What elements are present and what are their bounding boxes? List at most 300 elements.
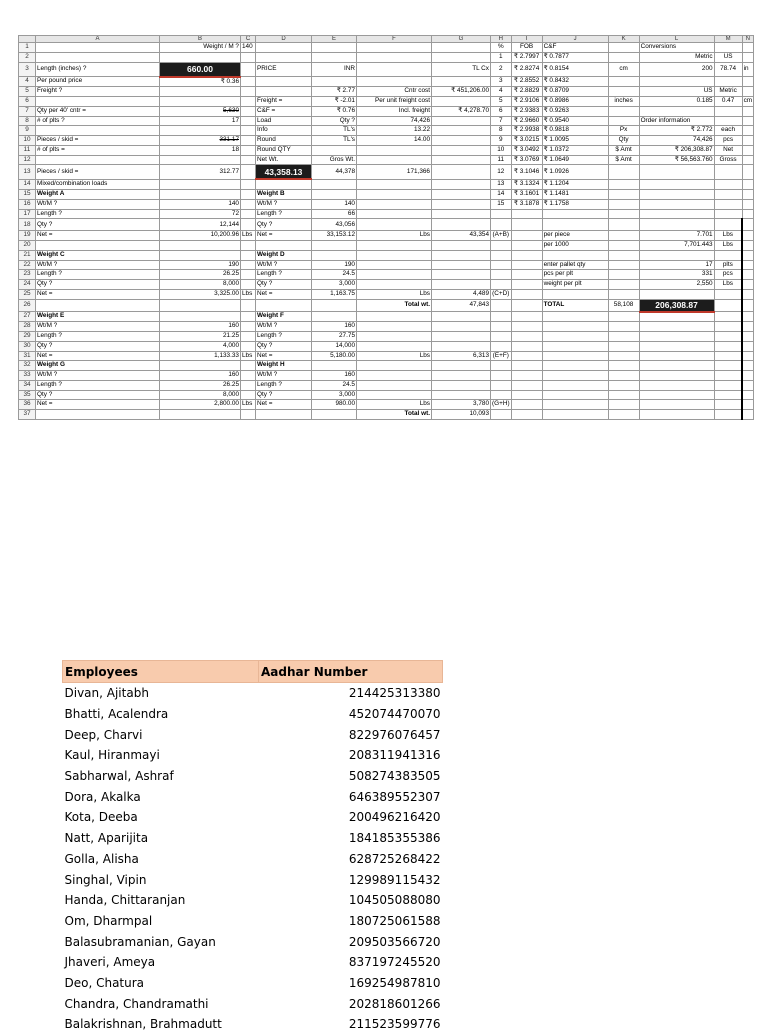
cell-k15[interactable]: [608, 190, 639, 200]
cell-b26[interactable]: [160, 299, 241, 312]
cell-h14[interactable]: 13: [491, 179, 512, 189]
row-header-4[interactable]: 4: [19, 77, 36, 87]
cell-h7[interactable]: 6: [491, 106, 512, 116]
cell-h35[interactable]: [491, 390, 512, 400]
column-header-l[interactable]: L: [639, 36, 714, 43]
cell-k4[interactable]: [608, 77, 639, 87]
row-header-29[interactable]: 29: [19, 332, 36, 342]
cell-b10[interactable]: 331.17: [160, 136, 241, 146]
cell-i7[interactable]: ₹ 2.9383: [511, 106, 542, 116]
cell-b6[interactable]: [160, 97, 241, 107]
cell-b18[interactable]: 12,144: [160, 219, 241, 231]
cell-e23[interactable]: 24.5: [312, 270, 357, 280]
row-header-17[interactable]: 17: [19, 209, 36, 219]
cell-b23[interactable]: 26.25: [160, 270, 241, 280]
cell-b7[interactable]: 5,630: [160, 106, 241, 116]
cell-i28[interactable]: [511, 322, 542, 332]
cell-b9[interactable]: [160, 126, 241, 136]
cell-g25[interactable]: 4,489: [432, 289, 491, 299]
cell-h30[interactable]: [491, 341, 512, 351]
cell-m21[interactable]: [714, 250, 742, 260]
cell-h8[interactable]: 7: [491, 116, 512, 126]
cell-c17[interactable]: [241, 209, 256, 219]
cell-e15[interactable]: [312, 190, 357, 200]
cell-j6[interactable]: ₹ 0.8986: [542, 97, 608, 107]
column-header-d[interactable]: D: [256, 36, 312, 43]
cell-j10[interactable]: ₹ 1.0095: [542, 136, 608, 146]
cell-n23[interactable]: [742, 270, 754, 280]
cell-c13[interactable]: [241, 165, 256, 180]
cell-k19[interactable]: [608, 231, 639, 241]
cell-g12[interactable]: [432, 155, 491, 165]
cell-c1[interactable]: 140: [241, 43, 256, 53]
cell-j12[interactable]: ₹ 1.0649: [542, 155, 608, 165]
cell-b20[interactable]: [160, 241, 241, 251]
cell-i20[interactable]: [511, 241, 542, 251]
cell-e9[interactable]: TL's: [312, 126, 357, 136]
cell-f3[interactable]: [357, 62, 432, 77]
cell-l5[interactable]: US: [639, 87, 714, 97]
cell-g18[interactable]: [432, 219, 491, 231]
cell-c14[interactable]: [241, 179, 256, 189]
aadhar-number[interactable]: 208311941316: [348, 748, 441, 763]
cell-e17[interactable]: 66: [312, 209, 357, 219]
cell-i22[interactable]: [511, 260, 542, 270]
cell-h28[interactable]: [491, 322, 512, 332]
row-header-20[interactable]: 20: [19, 241, 36, 251]
cell-n33[interactable]: [742, 371, 754, 381]
cell-g6[interactable]: [432, 97, 491, 107]
cell-f24[interactable]: [357, 280, 432, 290]
cell-b27[interactable]: [160, 312, 241, 322]
cell-d11[interactable]: Round QTY: [256, 145, 312, 155]
cell-d23[interactable]: Length ?: [256, 270, 312, 280]
cell-f21[interactable]: [357, 250, 432, 260]
cell-g2[interactable]: [432, 52, 491, 62]
cell-a5[interactable]: Freight ?: [36, 87, 160, 97]
cell-h24[interactable]: [491, 280, 512, 290]
cell-i37[interactable]: [511, 410, 542, 420]
row-header-27[interactable]: 27: [19, 312, 36, 322]
cell-k3[interactable]: cm: [608, 62, 639, 77]
cell-d25[interactable]: Net =: [256, 289, 312, 299]
row-header-1[interactable]: 1: [19, 43, 36, 53]
cell-j27[interactable]: [542, 312, 608, 322]
cell-n26[interactable]: [742, 299, 754, 312]
cell-i19[interactable]: [511, 231, 542, 241]
row-header-18[interactable]: 18: [19, 219, 36, 231]
cell-c3[interactable]: [241, 62, 256, 77]
cell-j32[interactable]: [542, 361, 608, 371]
cell-m30[interactable]: [714, 341, 742, 351]
column-header-f[interactable]: F: [357, 36, 432, 43]
cell-c31[interactable]: Lbs: [241, 351, 256, 361]
cell-j17[interactable]: [542, 209, 608, 219]
cell-i9[interactable]: ₹ 2.9938: [511, 126, 542, 136]
cell-n19[interactable]: [742, 231, 754, 241]
cell-g3[interactable]: TL Cx: [432, 62, 491, 77]
employee-name[interactable]: Golla, Alisha: [64, 851, 139, 866]
cell-b12[interactable]: [160, 155, 241, 165]
row-header-2[interactable]: 2: [19, 52, 36, 62]
cell-n16[interactable]: [742, 199, 754, 209]
cell-a12[interactable]: [36, 155, 160, 165]
row-header-12[interactable]: 12: [19, 155, 36, 165]
cell-i11[interactable]: ₹ 3.0492: [511, 145, 542, 155]
cell-f7[interactable]: Incl. freight: [357, 106, 432, 116]
cell-k11[interactable]: $ Amt: [608, 145, 639, 155]
cell-d33[interactable]: Wt/M ?: [256, 371, 312, 381]
cell-e31[interactable]: 5,180.00: [312, 351, 357, 361]
cell-g21[interactable]: [432, 250, 491, 260]
cell-h13[interactable]: 12: [491, 165, 512, 180]
cell-i26[interactable]: [511, 299, 542, 312]
row-header-15[interactable]: 15: [19, 190, 36, 200]
row-header-37[interactable]: 37: [19, 410, 36, 420]
cell-k37[interactable]: [608, 410, 639, 420]
cell-i17[interactable]: [511, 209, 542, 219]
cell-l14[interactable]: [639, 179, 714, 189]
cell-a28[interactable]: Wt/M ?: [36, 322, 160, 332]
cell-l4[interactable]: [639, 77, 714, 87]
cell-n21[interactable]: [742, 250, 754, 260]
cell-g26[interactable]: 47,843: [432, 299, 491, 312]
cell-j22[interactable]: enter pallet qty: [542, 260, 608, 270]
cell-i13[interactable]: ₹ 3.1046: [511, 165, 542, 180]
cell-m26[interactable]: [714, 299, 742, 312]
cell-a37[interactable]: [36, 410, 160, 420]
cell-g23[interactable]: [432, 270, 491, 280]
cell-d17[interactable]: Length ?: [256, 209, 312, 219]
cell-n34[interactable]: [742, 380, 754, 390]
cell-e34[interactable]: 24.5: [312, 380, 357, 390]
cell-d12[interactable]: Net Wt.: [256, 155, 312, 165]
cell-b33[interactable]: 160: [160, 371, 241, 381]
cell-j5[interactable]: ₹ 0.8709: [542, 87, 608, 97]
cell-e35[interactable]: 3,000: [312, 390, 357, 400]
cell-l37[interactable]: [639, 410, 714, 420]
employee-name[interactable]: Deo, Chatura: [64, 975, 145, 990]
cell-e27[interactable]: [312, 312, 357, 322]
cell-d24[interactable]: Qty ?: [256, 280, 312, 290]
cell-g29[interactable]: [432, 332, 491, 342]
cell-n37[interactable]: [742, 410, 754, 420]
cell-n32[interactable]: [742, 361, 754, 371]
cell-j3[interactable]: ₹ 0.8154: [542, 62, 608, 77]
cell-n35[interactable]: [742, 390, 754, 400]
cell-g31[interactable]: 6,313: [432, 351, 491, 361]
cell-c12[interactable]: [241, 155, 256, 165]
cell-b28[interactable]: 160: [160, 322, 241, 332]
cell-n27[interactable]: [742, 312, 754, 322]
cell-e28[interactable]: 160: [312, 322, 357, 332]
cell-g37[interactable]: 10,093: [432, 410, 491, 420]
cell-k20[interactable]: [608, 241, 639, 251]
cell-k22[interactable]: [608, 260, 639, 270]
row-header-10[interactable]: 10: [19, 136, 36, 146]
cell-n1[interactable]: [742, 43, 754, 53]
cell-g5[interactable]: ₹ 451,206.00: [432, 87, 491, 97]
cell-h37[interactable]: [491, 410, 512, 420]
cell-k36[interactable]: [608, 400, 639, 410]
cell-d14[interactable]: [256, 179, 312, 189]
cell-l13[interactable]: [639, 165, 714, 180]
cell-j25[interactable]: [542, 289, 608, 299]
cell-e20[interactable]: [312, 241, 357, 251]
cell-f32[interactable]: [357, 361, 432, 371]
cell-d10[interactable]: Round: [256, 136, 312, 146]
cell-j23[interactable]: pcs per plt: [542, 270, 608, 280]
employee-name[interactable]: Dora, Akalka: [64, 789, 141, 804]
employee-name[interactable]: Divan, Ajitabh: [64, 686, 149, 701]
cell-f18[interactable]: [357, 219, 432, 231]
cell-h33[interactable]: [491, 371, 512, 381]
cell-k7[interactable]: [608, 106, 639, 116]
cell-j1[interactable]: C&F: [542, 43, 608, 53]
cell-i23[interactable]: [511, 270, 542, 280]
cell-e25[interactable]: 1,163.75: [312, 289, 357, 299]
employee-name[interactable]: Natt, Aparijita: [64, 831, 149, 846]
cell-k35[interactable]: [608, 390, 639, 400]
cell-b35[interactable]: 8,000: [160, 390, 241, 400]
cell-a13[interactable]: Pieces / skid =: [36, 165, 160, 180]
cell-m11[interactable]: Net: [714, 145, 742, 155]
column-header-i[interactable]: I: [511, 36, 542, 43]
column-header-n[interactable]: N: [742, 36, 754, 43]
cell-d27[interactable]: Weight F: [256, 312, 312, 322]
cell-b32[interactable]: [160, 361, 241, 371]
cell-f23[interactable]: [357, 270, 432, 280]
cell-c6[interactable]: [241, 97, 256, 107]
employee-name[interactable]: Sabharwal, Ashraf: [64, 769, 174, 784]
cell-j37[interactable]: [542, 410, 608, 420]
cell-j2[interactable]: ₹ 0.7877: [542, 52, 608, 62]
cell-e32[interactable]: [312, 361, 357, 371]
cell-k28[interactable]: [608, 322, 639, 332]
cell-e18[interactable]: 43,056: [312, 219, 357, 231]
cell-j29[interactable]: [542, 332, 608, 342]
row-header-9[interactable]: 9: [19, 126, 36, 136]
cell-l30[interactable]: [639, 341, 714, 351]
select-all-corner[interactable]: [19, 36, 36, 43]
cell-m6[interactable]: 0.47: [714, 97, 742, 107]
cell-h2[interactable]: 1: [491, 52, 512, 62]
cell-g27[interactable]: [432, 312, 491, 322]
cell-g17[interactable]: [432, 209, 491, 219]
cell-a23[interactable]: Length ?: [36, 270, 160, 280]
row-header-19[interactable]: 19: [19, 231, 36, 241]
employee-name[interactable]: Jhaveri, Ameya: [64, 955, 156, 970]
row-header-5[interactable]: 5: [19, 87, 36, 97]
cell-a29[interactable]: Length ?: [36, 332, 160, 342]
cell-h3[interactable]: 2: [491, 62, 512, 77]
cell-g8[interactable]: [432, 116, 491, 126]
cell-d8[interactable]: Load: [256, 116, 312, 126]
employee-name[interactable]: Handa, Chittaranjan: [64, 893, 186, 908]
cell-k18[interactable]: [608, 219, 639, 231]
cell-e2[interactable]: [312, 52, 357, 62]
cell-h21[interactable]: [491, 250, 512, 260]
employee-name[interactable]: Om, Dharmpal: [64, 913, 153, 928]
cell-m34[interactable]: [714, 380, 742, 390]
cell-a6[interactable]: [36, 97, 160, 107]
cell-g1[interactable]: [432, 43, 491, 53]
cell-f37[interactable]: Total wt.: [357, 410, 432, 420]
cell-d22[interactable]: Wt/M ?: [256, 260, 312, 270]
cell-n13[interactable]: [742, 165, 754, 180]
cell-a20[interactable]: [36, 241, 160, 251]
cell-a33[interactable]: Wt/M ?: [36, 371, 160, 381]
cell-n5[interactable]: [742, 87, 754, 97]
row-header-22[interactable]: 22: [19, 260, 36, 270]
employee-name[interactable]: Kota, Deeba: [64, 810, 138, 825]
cell-i35[interactable]: [511, 390, 542, 400]
cell-m15[interactable]: [714, 190, 742, 200]
cell-l34[interactable]: [639, 380, 714, 390]
aadhar-number[interactable]: 837197245520: [348, 955, 441, 970]
cell-h15[interactable]: 14: [491, 190, 512, 200]
cell-k21[interactable]: [608, 250, 639, 260]
cell-b1[interactable]: Weight / M ?: [160, 43, 241, 53]
cell-f33[interactable]: [357, 371, 432, 381]
cell-j19[interactable]: per piece: [542, 231, 608, 241]
cell-b3[interactable]: 660.00: [160, 62, 241, 77]
cell-e5[interactable]: ₹ 2.77: [312, 87, 357, 97]
cell-c36[interactable]: Lbs: [241, 400, 256, 410]
employee-name[interactable]: Bhatti, Acalendra: [64, 707, 169, 722]
cell-n15[interactable]: [742, 190, 754, 200]
cell-l29[interactable]: [639, 332, 714, 342]
cell-e22[interactable]: 190: [312, 260, 357, 270]
cell-m9[interactable]: each: [714, 126, 742, 136]
cell-g9[interactable]: [432, 126, 491, 136]
cell-l19[interactable]: 7.701: [639, 231, 714, 241]
cell-f10[interactable]: 14.00: [357, 136, 432, 146]
cell-d26[interactable]: [256, 299, 312, 312]
cell-n14[interactable]: [742, 179, 754, 189]
row-header-36[interactable]: 36: [19, 400, 36, 410]
cell-f12[interactable]: [357, 155, 432, 165]
cell-g15[interactable]: [432, 190, 491, 200]
cell-k5[interactable]: [608, 87, 639, 97]
cell-j4[interactable]: ₹ 0.8432: [542, 77, 608, 87]
cell-d31[interactable]: Net =: [256, 351, 312, 361]
cell-e16[interactable]: 140: [312, 199, 357, 209]
cell-h20[interactable]: [491, 241, 512, 251]
column-header-e[interactable]: E: [312, 36, 357, 43]
cell-c24[interactable]: [241, 280, 256, 290]
cell-m33[interactable]: [714, 371, 742, 381]
cell-k17[interactable]: [608, 209, 639, 219]
employee-name[interactable]: Balasubramanian, Gayan: [64, 934, 216, 949]
cell-h22[interactable]: [491, 260, 512, 270]
aadhar-number[interactable]: 211523599776: [348, 1017, 441, 1032]
cell-c20[interactable]: [241, 241, 256, 251]
cell-a19[interactable]: Net =: [36, 231, 160, 241]
aadhar-number[interactable]: 452074470070: [348, 707, 441, 722]
cell-n7[interactable]: [742, 106, 754, 116]
cell-k33[interactable]: [608, 371, 639, 381]
cell-e11[interactable]: [312, 145, 357, 155]
cell-a3[interactable]: Length (inches) ?: [36, 62, 160, 77]
cell-k24[interactable]: [608, 280, 639, 290]
row-header-32[interactable]: 32: [19, 361, 36, 371]
aadhar-number[interactable]: 169254987810: [348, 975, 441, 990]
cell-j31[interactable]: [542, 351, 608, 361]
cell-a15[interactable]: Weight A: [36, 190, 160, 200]
employee-name[interactable]: Deep, Charvi: [64, 727, 143, 742]
cell-m16[interactable]: [714, 199, 742, 209]
cell-i1[interactable]: FOB: [511, 43, 542, 53]
cell-f8[interactable]: 74,426: [357, 116, 432, 126]
cell-n4[interactable]: [742, 77, 754, 87]
cell-m10[interactable]: pcs: [714, 136, 742, 146]
employee-name[interactable]: Balakrishnan, Brahmadutt: [64, 1017, 222, 1032]
cell-k26[interactable]: 58,108: [608, 299, 639, 312]
cell-h19[interactable]: (A+B): [491, 231, 512, 241]
cell-e4[interactable]: [312, 77, 357, 87]
cell-c23[interactable]: [241, 270, 256, 280]
cell-g10[interactable]: [432, 136, 491, 146]
cell-h5[interactable]: 4: [491, 87, 512, 97]
cell-m3[interactable]: 78.74: [714, 62, 742, 77]
cell-a22[interactable]: Wt/M ?: [36, 260, 160, 270]
cell-l8[interactable]: Order information: [639, 116, 714, 126]
cell-h25[interactable]: (C+D): [491, 289, 512, 299]
cell-m8[interactable]: [714, 116, 742, 126]
cell-a14[interactable]: Mixed/combination loads: [36, 179, 160, 189]
cell-m17[interactable]: [714, 209, 742, 219]
row-header-28[interactable]: 28: [19, 322, 36, 332]
cell-m36[interactable]: [714, 400, 742, 410]
row-header-34[interactable]: 34: [19, 380, 36, 390]
cell-f29[interactable]: [357, 332, 432, 342]
cell-d4[interactable]: [256, 77, 312, 87]
cell-b31[interactable]: 1,133.33: [160, 351, 241, 361]
cell-h29[interactable]: [491, 332, 512, 342]
cell-e7[interactable]: ₹ 0.76: [312, 106, 357, 116]
cell-a27[interactable]: Weight E: [36, 312, 160, 322]
cell-a24[interactable]: Qty ?: [36, 280, 160, 290]
cell-j16[interactable]: ₹ 1.1758: [542, 199, 608, 209]
cell-h32[interactable]: [491, 361, 512, 371]
cell-c32[interactable]: [241, 361, 256, 371]
cell-k31[interactable]: [608, 351, 639, 361]
cell-c18[interactable]: [241, 219, 256, 231]
cell-k29[interactable]: [608, 332, 639, 342]
row-header-8[interactable]: 8: [19, 116, 36, 126]
cell-n9[interactable]: [742, 126, 754, 136]
cell-a25[interactable]: Net =: [36, 289, 160, 299]
cell-e6[interactable]: ₹ -2.01: [312, 97, 357, 107]
cell-e36[interactable]: 980.00: [312, 400, 357, 410]
cell-b21[interactable]: [160, 250, 241, 260]
cell-f19[interactable]: Lbs: [357, 231, 432, 241]
cell-d30[interactable]: Qty ?: [256, 341, 312, 351]
cell-h10[interactable]: 9: [491, 136, 512, 146]
cell-l6[interactable]: 0.185: [639, 97, 714, 107]
cell-h27[interactable]: [491, 312, 512, 322]
cell-m35[interactable]: [714, 390, 742, 400]
cell-a31[interactable]: Net =: [36, 351, 160, 361]
cell-h26[interactable]: [491, 299, 512, 312]
cell-k9[interactable]: Px: [608, 126, 639, 136]
cell-a16[interactable]: Wt/M ?: [36, 199, 160, 209]
cell-h11[interactable]: 10: [491, 145, 512, 155]
cell-a9[interactable]: [36, 126, 160, 136]
cell-k13[interactable]: [608, 165, 639, 180]
cell-f27[interactable]: [357, 312, 432, 322]
